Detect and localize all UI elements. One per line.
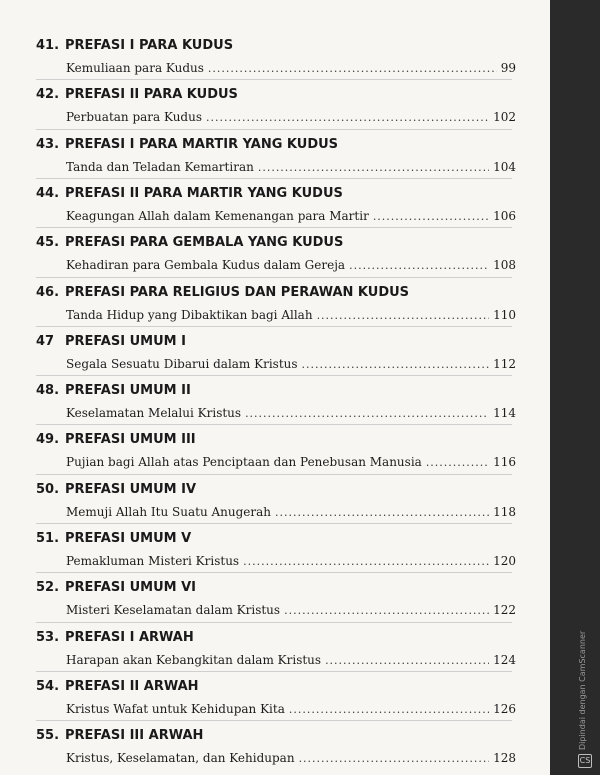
toc-entry-page: 104 xyxy=(493,160,516,174)
toc-entry-title: PREFASI I PARA MARTIR YANG KUDUS xyxy=(65,137,339,152)
toc-entry-title: PREFASI PARA RELIGIUS DAN PERAWAN KUDUS xyxy=(65,285,410,300)
toc-entry-number: 49. xyxy=(36,432,60,447)
toc-entry-heading xyxy=(36,285,409,300)
toc-entry-title: PREFASI UMUM V xyxy=(65,531,192,546)
toc-entry-subline xyxy=(66,357,516,371)
toc-entry-subtitle: Kristus, Keselamatan, dan Kehidupan xyxy=(66,751,295,765)
toc-entry-number: 54. xyxy=(36,679,60,694)
dot-leader xyxy=(349,259,489,272)
toc-entry-heading xyxy=(36,531,191,546)
entry-divider xyxy=(36,720,512,721)
entry-divider xyxy=(36,671,512,672)
toc-entry-heading xyxy=(36,186,343,201)
toc-entry-subtitle: Perbuatan para Kudus xyxy=(66,110,202,124)
toc-entry-title: PREFASI UMUM IV xyxy=(65,482,197,497)
toc-entry-subline xyxy=(66,702,516,716)
toc-entry-subline xyxy=(66,455,516,469)
toc-entry-heading xyxy=(36,235,343,250)
cs-logo-icon: CS xyxy=(578,754,592,768)
entry-divider xyxy=(36,375,512,376)
toc-entry-heading xyxy=(36,38,233,53)
toc-entry-subtitle: Pujian bagi Allah atas Penciptaan dan Penebusan Manusia xyxy=(66,455,422,469)
toc-entry-title: PREFASI I PARA KUDUS xyxy=(65,38,234,53)
watermark-text: Dipindai dengan CamScanner xyxy=(578,630,587,750)
toc-entry-page: 120 xyxy=(493,554,516,568)
toc-entry-heading xyxy=(36,383,191,398)
toc-entry-subline xyxy=(66,653,516,667)
toc-entry-page: 106 xyxy=(493,209,516,223)
toc-entry-number: 47 xyxy=(36,334,55,349)
toc-entry-subtitle: Keagungan Allah dalam Kemenangan para Martir xyxy=(66,209,369,223)
dot-leader xyxy=(284,604,489,617)
dot-leader xyxy=(289,703,489,716)
toc-entry-subtitle: Kristus Wafat untuk Kehidupan Kita xyxy=(66,702,285,716)
dot-leader xyxy=(208,62,497,75)
dot-leader xyxy=(373,210,489,223)
toc-entry-page: 116 xyxy=(493,455,516,469)
dot-leader xyxy=(245,407,489,420)
toc-entry-title: PREFASI UMUM VI xyxy=(65,580,197,595)
dot-leader xyxy=(258,161,489,174)
toc-entry-number: 45. xyxy=(36,235,60,250)
dot-leader xyxy=(317,309,490,322)
toc-entry-page: 114 xyxy=(493,406,516,420)
toc-entry-subtitle: Keselamatan Melalui Kristus xyxy=(66,406,242,420)
entry-divider xyxy=(36,79,512,80)
toc-entry-number: 55. xyxy=(36,728,60,743)
toc-entry-page: 108 xyxy=(493,258,516,272)
toc-entry-heading xyxy=(36,580,196,595)
toc-entry-title: PREFASI UMUM III xyxy=(65,432,196,447)
toc-entry-subtitle: Harapan akan Kebangkitan dalam Kristus xyxy=(66,653,322,667)
toc-entry-page: 118 xyxy=(493,505,516,519)
toc-entry-number: 48. xyxy=(36,383,60,398)
toc-entry-page: 124 xyxy=(493,653,516,667)
toc-entry-page: 102 xyxy=(493,110,516,124)
toc-entry-subline xyxy=(66,209,516,223)
toc-entry-heading xyxy=(36,87,238,102)
toc-entry-page: 99 xyxy=(500,61,516,75)
toc-entry-number: 53. xyxy=(36,630,60,645)
entry-divider xyxy=(36,572,512,573)
toc-entry-subline xyxy=(66,110,516,124)
toc-entry-page: 110 xyxy=(493,308,516,322)
toc-entry-subline xyxy=(66,751,516,765)
toc-entry-number: 41. xyxy=(36,38,60,53)
dot-leader xyxy=(243,555,489,568)
toc-entry-subline xyxy=(66,603,516,617)
entry-divider xyxy=(36,178,512,179)
toc-entry-number: 50. xyxy=(36,482,60,497)
toc-entry-number: 44. xyxy=(36,186,60,201)
toc-entry-heading xyxy=(36,137,338,152)
toc-entry-heading xyxy=(36,432,196,447)
toc-entry-subtitle: Kehadiran para Gembala Kudus dalam Gereja xyxy=(66,258,346,272)
toc-entry-heading xyxy=(36,679,199,694)
toc-entry-number: 46. xyxy=(36,285,60,300)
entry-divider xyxy=(36,129,512,130)
toc-entry-subline xyxy=(66,554,516,568)
entry-divider xyxy=(36,227,512,228)
entry-divider xyxy=(36,326,512,327)
toc-entry-title: PREFASI II PARA MARTIR YANG KUDUS xyxy=(65,186,343,201)
toc-entry-subline xyxy=(66,505,516,519)
toc-entry-page: 128 xyxy=(493,751,516,765)
toc-entry-subtitle: Misteri Keselamatan dalam Kristus xyxy=(66,603,281,617)
entry-divider xyxy=(36,523,512,524)
toc-entry-subtitle: Segala Sesuatu Dibarui dalam Kristus xyxy=(66,357,298,371)
toc-entry-heading xyxy=(36,482,196,497)
toc-entry-subtitle: Kemuliaan para Kudus xyxy=(66,61,204,75)
toc-entry-title: PREFASI I ARWAH xyxy=(65,630,194,645)
toc-entry-subline xyxy=(66,308,516,322)
toc-entry-heading xyxy=(36,630,194,645)
toc-entry-title: PREFASI III ARWAH xyxy=(65,728,204,743)
dot-leader xyxy=(206,111,489,124)
toc-entry-number: 42. xyxy=(36,87,60,102)
entry-divider xyxy=(36,277,512,278)
dot-leader xyxy=(325,654,489,667)
toc-entry-subline xyxy=(66,160,516,174)
toc-entry-number: 43. xyxy=(36,137,60,152)
entry-divider xyxy=(36,622,512,623)
toc-entry-subtitle: Tanda Hidup yang Dibaktikan bagi Allah xyxy=(66,308,313,322)
entry-divider xyxy=(36,424,512,425)
toc-entry-heading xyxy=(36,728,203,743)
dot-leader xyxy=(299,752,490,765)
dot-leader xyxy=(275,506,489,519)
toc-entry-subtitle: Pemakluman Misteri Kristus xyxy=(66,554,240,568)
toc-entry-title: PREFASI UMUM II xyxy=(65,383,191,398)
dot-leader xyxy=(426,456,489,469)
toc-entry-page: 122 xyxy=(493,603,516,617)
toc-entry-page: 112 xyxy=(493,357,516,371)
toc-entry-subline xyxy=(66,61,516,75)
toc-entry-subtitle: Memuji Allah Itu Suatu Anugerah xyxy=(66,505,272,519)
toc-entry-number: 51. xyxy=(36,531,60,546)
toc-entry-title: PREFASI UMUM I xyxy=(65,334,186,349)
toc-entry-page: 126 xyxy=(493,702,516,716)
toc-entry-subline xyxy=(66,406,516,420)
entry-divider xyxy=(36,474,512,475)
toc-entry-subline xyxy=(66,258,516,272)
toc-entry-heading xyxy=(36,334,186,349)
toc-entry-title: PREFASI PARA GEMBALA YANG KUDUS xyxy=(65,235,344,250)
toc-entry-title: PREFASI II PARA KUDUS xyxy=(65,87,238,102)
toc-entry-subtitle: Tanda dan Teladan Kemartiran xyxy=(66,160,254,174)
dot-leader xyxy=(302,358,490,371)
scanner-watermark xyxy=(574,630,594,770)
toc-entry-title: PREFASI II ARWAH xyxy=(65,679,199,694)
toc-entry-number: 52. xyxy=(36,580,60,595)
